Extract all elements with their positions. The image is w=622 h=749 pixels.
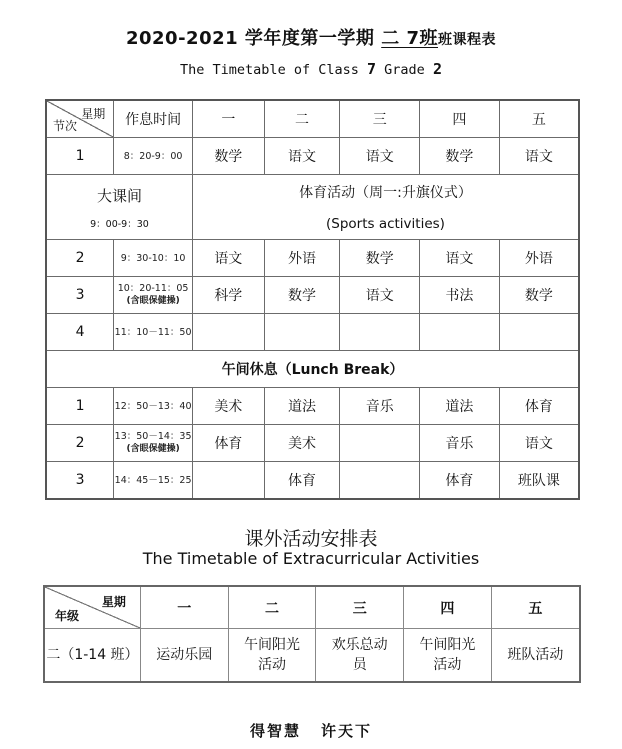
subject-cell <box>340 314 420 351</box>
extracurricular-title: 课外活动安排表 <box>244 528 378 550</box>
activity-cell <box>140 629 228 683</box>
big-break-row <box>46 175 579 240</box>
subject-cell: 语文 <box>420 240 500 277</box>
period-row <box>46 314 579 351</box>
period-time-cell <box>114 462 193 500</box>
subject-cell <box>264 314 340 351</box>
period-number: 3 <box>46 277 114 314</box>
period-time: 12：50－13：40 <box>114 400 192 412</box>
extracurricular-table <box>43 585 581 683</box>
period-number: 3 <box>46 462 114 500</box>
subject-cell: 语文 <box>264 138 340 175</box>
period-time-cell <box>114 138 193 175</box>
activity-name: 欢乐总动员 <box>331 637 388 673</box>
activity-cell <box>491 629 580 683</box>
subject-cell <box>340 425 420 462</box>
period-number: 2 <box>46 425 114 462</box>
subject-cell: 体育 <box>192 425 264 462</box>
lunch-row <box>46 351 579 388</box>
period-time: 13：50－14：35 <box>114 431 192 442</box>
big-break-activity-cell <box>192 175 579 240</box>
period-number: 2 <box>46 240 114 277</box>
extracurricular-header-row <box>44 586 580 629</box>
day-header: 四 <box>420 100 500 138</box>
activity-name: 午间阳光活动 <box>419 637 476 673</box>
subject-cell: 语文 <box>499 425 579 462</box>
subject-cell: 体育 <box>499 388 579 425</box>
subject-cell: 道法 <box>264 388 340 425</box>
title-prefix: 2020-2021 学年度第一学期 <box>125 28 375 49</box>
subject-cell: 语文 <box>340 138 420 175</box>
activity-name: 午间阳光活动 <box>243 637 300 673</box>
corner-weekday-label: 星期 <box>81 107 106 121</box>
subject-cell: 班队课 <box>499 462 579 500</box>
subject-cell: 书法 <box>420 277 500 314</box>
activity-cell <box>404 629 492 683</box>
subject-cell <box>499 314 579 351</box>
subject-cell: 音乐 <box>420 425 500 462</box>
period-number: 1 <box>46 138 114 175</box>
subject-cell: 语文 <box>340 277 420 314</box>
subject-cell: 美术 <box>192 388 264 425</box>
extracurricular-day-header: 三 <box>316 586 404 629</box>
big-break-activity-cn: 体育活动（周一:升旗仪式） <box>299 185 472 201</box>
extracurricular-corner-cell <box>44 586 140 629</box>
period-row <box>46 240 579 277</box>
timetable-header-row <box>46 100 579 138</box>
activity-cell <box>316 629 404 683</box>
motto-right: 许天下 <box>321 722 373 740</box>
subject-cell: 科学 <box>192 277 264 314</box>
extracurricular-day-header: 五 <box>491 586 580 629</box>
motto <box>0 720 622 741</box>
eye-exercise-note: (含眼保健操) <box>126 296 180 306</box>
period-number: 1 <box>46 388 114 425</box>
period-number: 4 <box>46 314 114 351</box>
page-title <box>0 24 622 50</box>
activity-cell <box>228 629 316 683</box>
period-time: 11：10－11：50 <box>114 326 192 338</box>
subject-cell: 道法 <box>420 388 500 425</box>
period-row <box>46 462 579 500</box>
subject-cell: 外语 <box>264 240 340 277</box>
subject-cell: 体育 <box>420 462 500 500</box>
corner-period-label: 节次 <box>53 119 78 133</box>
period-row <box>46 138 579 175</box>
day-header: 三 <box>340 100 420 138</box>
period-time-cell <box>114 388 193 425</box>
activity-name: 运动乐园 <box>156 647 213 663</box>
title-suffix: 班课程表 <box>438 32 496 48</box>
corner-cell <box>46 100 114 138</box>
period-time-cell <box>114 425 193 462</box>
subject-cell: 外语 <box>499 240 579 277</box>
big-break-activity-en: (Sports activities) <box>325 216 445 232</box>
period-row <box>46 425 579 462</box>
time-header: 作息时间 <box>114 100 193 138</box>
subject-cell <box>420 314 500 351</box>
activity-name: 班队活动 <box>507 647 564 663</box>
extracurricular-day-header: 一 <box>140 586 228 629</box>
class-timetable <box>45 99 580 500</box>
subject-cell: 数学 <box>499 277 579 314</box>
subject-cell: 数学 <box>420 138 500 175</box>
period-time-cell <box>114 277 193 314</box>
period-time: 14：45－15：25 <box>114 474 192 486</box>
period-row <box>46 388 579 425</box>
extracurricular-row <box>44 629 580 683</box>
period-time: 8：20-9：00 <box>123 150 183 162</box>
en-grade-label: Grade <box>384 62 425 78</box>
period-time-cell <box>114 240 193 277</box>
subject-cell: 美术 <box>264 425 340 462</box>
extracurricular-day-header: 二 <box>228 586 316 629</box>
subject-cell: 数学 <box>264 277 340 314</box>
extracurricular-subtitle: The Timetable of Extracurricular Activities <box>142 549 480 568</box>
subject-cell: 语文 <box>499 138 579 175</box>
day-header: 二 <box>264 100 340 138</box>
big-break-name: 大课间 <box>96 186 142 205</box>
subject-cell <box>192 314 264 351</box>
en-class-number: 7 <box>366 60 377 78</box>
grade-class-blank: 二 7班 <box>381 28 438 49</box>
en-title-prefix: The Timetable of Class <box>180 62 359 78</box>
subject-cell: 语文 <box>192 240 264 277</box>
subject-cell: 数学 <box>192 138 264 175</box>
extracurricular-corner-grade: 年级 <box>55 609 80 623</box>
period-time: 10：20-11：05 <box>117 283 189 294</box>
subject-cell <box>192 462 264 500</box>
big-break-cell <box>46 175 192 240</box>
period-time: 9：30-10：10 <box>120 252 186 264</box>
day-header: 一 <box>192 100 264 138</box>
extracurricular-day-header: 四 <box>404 586 492 629</box>
period-time-cell <box>114 314 193 351</box>
subject-cell: 体育 <box>264 462 340 500</box>
page-subtitle <box>0 60 622 78</box>
subject-cell: 数学 <box>340 240 420 277</box>
en-grade-number: 2 <box>432 60 442 78</box>
eye-exercise-note: (含眼保健操) <box>126 444 180 454</box>
period-row <box>46 277 579 314</box>
lunch-break-label: 午间休息（Lunch Break） <box>46 351 579 388</box>
grade-label: 二（1-14 班） <box>44 629 140 683</box>
big-break-time: 9：00-9：30 <box>90 218 149 230</box>
extracurricular-corner-weekday: 星期 <box>101 595 126 609</box>
motto-left: 得智慧 <box>249 722 301 740</box>
subject-cell <box>340 462 420 500</box>
day-header: 五 <box>499 100 579 138</box>
subject-cell: 音乐 <box>340 388 420 425</box>
